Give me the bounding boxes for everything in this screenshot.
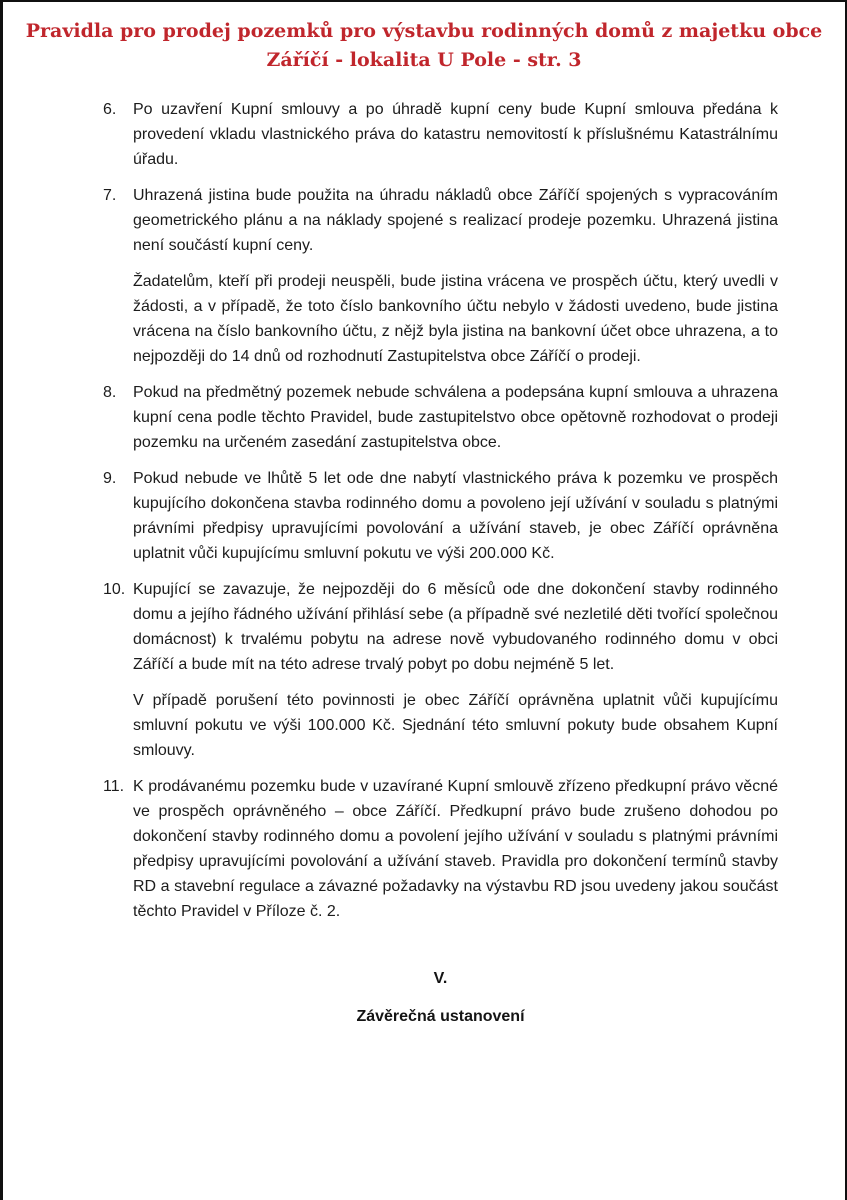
list-item-number: 8. [103, 384, 117, 401]
list-item-text: Po uzavření Kupní smlouvy a po úhradě kupní ceny bude Kupní smlouva předána k provedení vkladu vlastnického práva do katastru nemovitostí k příslušnému Katastrálnímu úřadu. [133, 101, 778, 168]
list-item-number: 9. [103, 470, 117, 487]
list-item-text: Pokud na předmětný pozemek nebude schválena a podepsána kupní smlouva a uhrazena kupní cena podle těchto Pravidel, bude zastupitelstvo obce opětovně rozhodovat o prodeji pozemku na určeném zasedání zastupitelstva obce. [133, 384, 778, 451]
document-title [3, 17, 845, 75]
document-title-line2: Záříčí - lokalita U Pole - str. 3 [266, 49, 582, 71]
list-item-11 [103, 774, 778, 924]
list-item-text: Uhrazená jistina bude použita na úhradu nákladů obce Záříčí spojených s vypracováním geometrického plánu a na náklady spojené s realizací prodeje pozemku. Uhrazená jistina není součástí kupní ceny. [133, 187, 778, 254]
list-item-10-continuation [103, 688, 778, 763]
list-item-text: V případě porušení této povinnosti je obec Záříčí oprávněna uplatnit vůči kupujícímu smluvní pokutu ve výši 100.000 Kč. Sjednání této smluvní pokuty bude obsahem Kupní smlouvy. [133, 692, 778, 759]
list-item-number: 10. [103, 581, 126, 598]
document-body [103, 97, 778, 1029]
list-item-10 [103, 577, 778, 677]
list-item-number [103, 688, 133, 763]
list-item-number: 6. [103, 101, 117, 118]
list-item-6 [103, 97, 778, 172]
list-item-9 [103, 466, 778, 566]
list-item-text: K prodávanému pozemku bude v uzavírané Kupní smlouvě zřízeno předkupní právo věcné ve prospěch oprávněného – obce Záříčí. Předkupní právo bude zrušeno dohodou po dokončení stavby rodinného domu a povolení jejího užívání v souladu s platnými právními předpisy upravujícími povolování a užívání staveb. Pravidla pro dokončení termínů stavby RD a stavební regulace a závazné požadavky na výstavbu RD jsou uvedeny jakou součást těchto Pravidel v Příloze č. 2. [133, 778, 778, 920]
document-title-line1: Pravidla pro prodej pozemků pro výstavbu rodinných domů z majetku obce [25, 20, 823, 42]
list-item-number: 7. [103, 187, 117, 204]
list-item-number: 11. [103, 778, 125, 795]
section-number: V. [433, 970, 448, 987]
list-item-7-continuation [103, 269, 778, 369]
section-heading: Závěrečná ustanovení [356, 1008, 525, 1025]
list-item-text: Kupující se zavazuje, že nejpozději do 6 měsíců ode dne dokončení stavby rodinného domu a jejího řádného užívání přihlásí sebe (a případně své nezletilé děti tvořící společnou domácnost) k trvalému pobytu na adrese nově vybudovaného rodinného domu v obci Záříčí a bude mít na této adrese trvalý pobyt po dobu nejméně 5 let. [133, 581, 778, 673]
list-item-8 [103, 380, 778, 455]
list-item-text: Pokud nebude ve lhůtě 5 let ode dne nabytí vlastnického práva k pozemku ve prospěch kupujícího dokončena stavba rodinného domu a povoleno její užívání v souladu s platnými právními předpisy upravujícími povolování a užívání staveb, je obec Záříčí oprávněna uplatnit vůči kupujícímu smluvní pokutu ve výši 200.000 Kč. [133, 470, 778, 562]
list-item-7 [103, 183, 778, 258]
section-footer [103, 966, 778, 1029]
list-item-text: Žadatelům, kteří při prodeji neuspěli, bude jistina vrácena ve prospěch účtu, který uvedli v žádosti, a v případě, že toto číslo bankovního účtu nebylo v žádosti uvedeno, bude jistina vrácena na číslo bankovního účtu, z nějž byla jistina na bankovní účet obce uhrazena, a to nejpozději do 14 dnů od rozhodnutí Zastupitelstva obce Záříčí o prodeji. [133, 273, 778, 365]
list-item-number [103, 269, 133, 369]
